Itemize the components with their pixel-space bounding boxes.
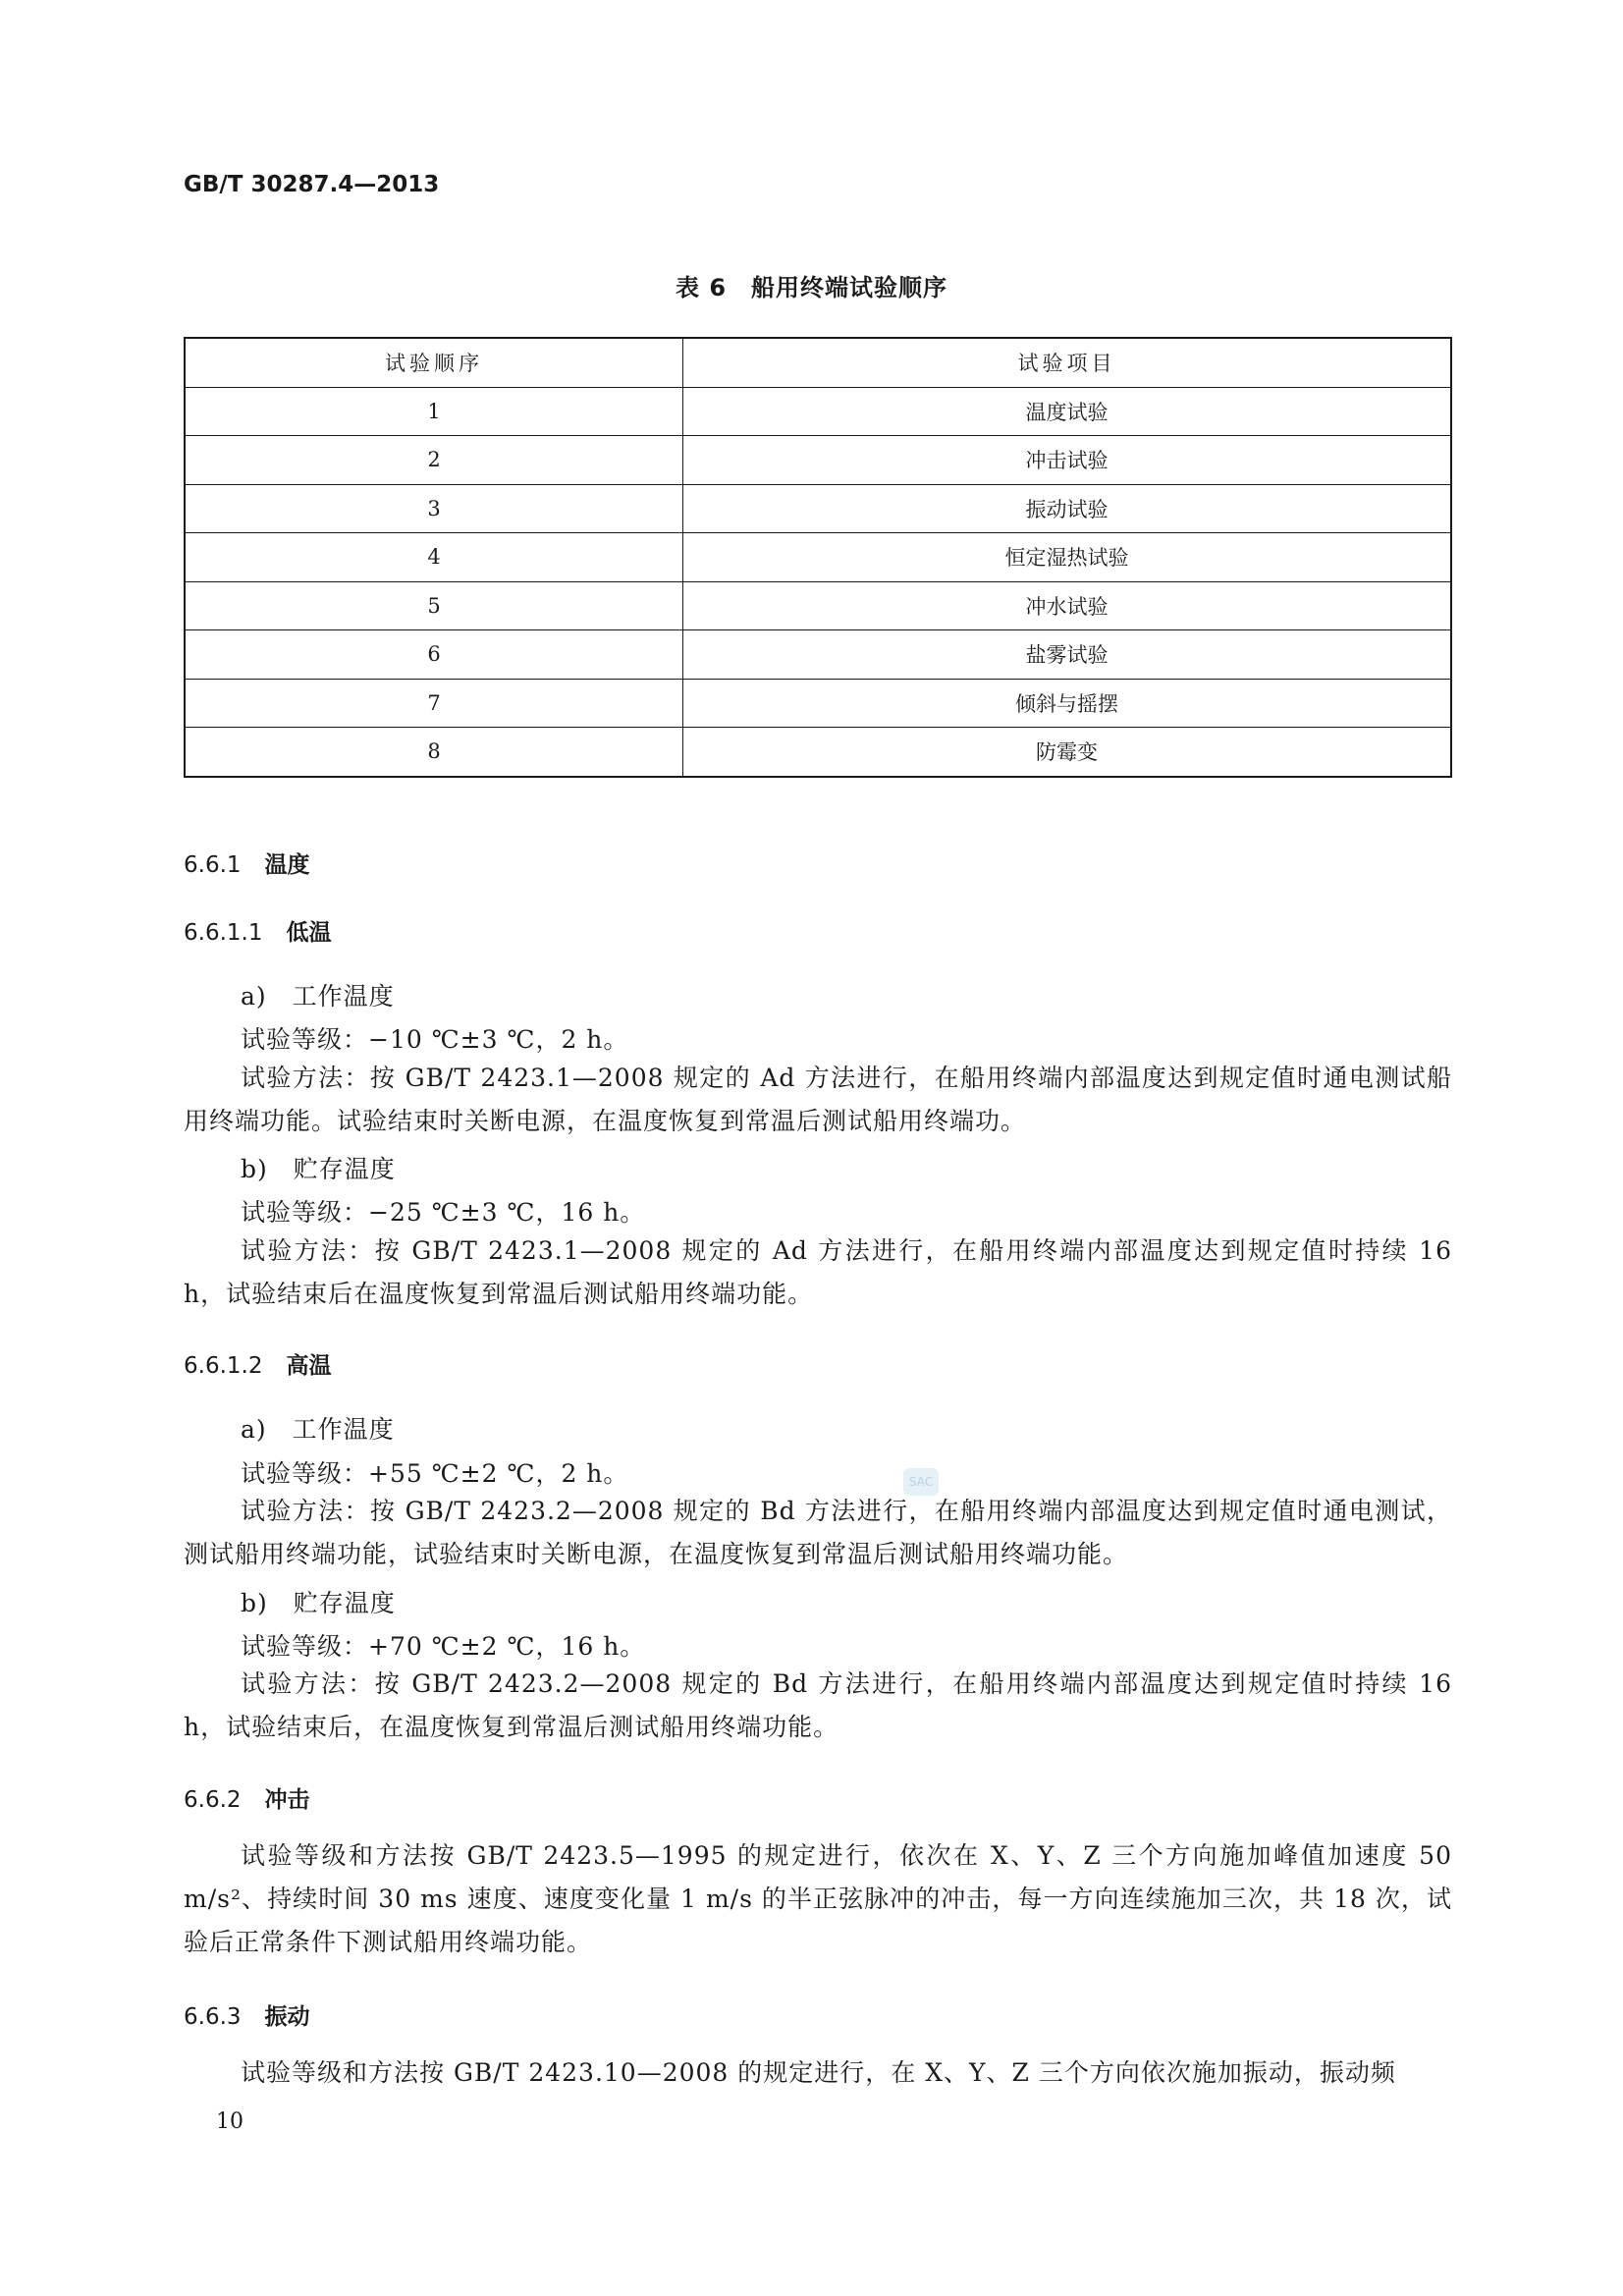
table-row: [185, 679, 1451, 728]
column-header: 试验项目: [683, 338, 1452, 387]
section-heading-6-6-1: [184, 847, 310, 879]
table-header-row: [185, 338, 1451, 387]
table-row: [185, 387, 1451, 436]
section-number: 6.6.1: [184, 852, 242, 878]
table-cell: 倾斜与摇摆: [683, 679, 1452, 728]
test-level: 试验等级：+70 ℃±2 ℃，16 h。: [241, 1632, 646, 1661]
list-item-label: b) 贮存温度: [241, 1589, 396, 1617]
table-cell: 7: [185, 679, 683, 728]
column-header: 试验顺序: [185, 338, 683, 387]
section-heading-6-6-3: [184, 1998, 310, 2031]
table-cell: 冲水试验: [683, 581, 1452, 630]
list-item-label: a) 工作温度: [241, 1415, 395, 1444]
test-level: 试验等级：+55 ℃±2 ℃，2 h。: [241, 1459, 629, 1488]
table-title: 表 6 船用终端试验顺序: [675, 274, 948, 301]
table-cell: 5: [185, 581, 683, 630]
section-number: 6.6.1.1: [184, 920, 263, 946]
table-row: [185, 581, 1451, 630]
table-row: [185, 533, 1451, 582]
section-heading-6-6-1-1: [184, 914, 331, 947]
table-row: [185, 484, 1451, 533]
trial-order-table: [184, 337, 1452, 778]
test-level: 试验等级：−25 ℃±3 ℃，16 h。: [241, 1198, 646, 1227]
table-cell: 2: [185, 436, 683, 485]
table-cell: 1: [185, 387, 683, 436]
section-number: 6.6.2: [184, 1787, 242, 1813]
test-level: 试验等级：−10 ℃±3 ℃，2 h。: [241, 1025, 629, 1054]
section-title: 高温: [286, 1353, 332, 1379]
section-text: 试验等级和方法按 GB/T 2423.10—2008 的规定进行，在 X、Y、Z 三个方向依次施加振动，振动频: [241, 2058, 1396, 2087]
table-cell: 温度试验: [683, 387, 1452, 436]
section-number: 6.6.1.2: [184, 1353, 263, 1379]
page-number: 10: [216, 2109, 243, 2134]
section-text: 试验等级和方法按 GB/T 2423.5—1995 的规定进行，依次在 X、Y、Z 三个方向施加峰值加速度 50 m/s²、持续时间 30 ms 速度、速度变化量 1 m/s 的半正弦脉冲的冲击，每一方向连续施加三次，共 18 次，试验后正常条件下测试船用终端功能。: [184, 1841, 1452, 1956]
list-item-label: a) 工作温度: [241, 982, 395, 1011]
section-number: 6.6.3: [184, 2004, 242, 2030]
section-title: 冲击: [264, 1787, 310, 1813]
table-cell: 6: [185, 630, 683, 680]
table-row: [185, 728, 1451, 777]
section-title: 温度: [264, 852, 310, 878]
section-heading-6-6-2: [184, 1781, 310, 1814]
table-cell: 防霉变: [683, 728, 1452, 777]
table-cell: 振动试验: [683, 484, 1452, 533]
table-cell: 8: [185, 728, 683, 777]
table-row: [185, 630, 1451, 680]
test-method: 试验方法：按 GB/T 2423.1—2008 规定的 Ad 方法进行，在船用终端内部温度达到规定值时持续 16 h，试验结束后在温度恢复到常温后测试船用终端功能。: [184, 1236, 1452, 1308]
section-heading-6-6-1-2: [184, 1347, 331, 1380]
table-row: [185, 436, 1451, 485]
table-cell: 3: [185, 484, 683, 533]
standard-number: GB/T 30287.4—2013: [184, 172, 440, 197]
test-method: 试验方法：按 GB/T 2423.1—2008 规定的 Ad 方法进行，在船用终端内部温度达到规定值时通电测试船用终端功能。试验结束时关断电源，在温度恢复到常温后测试船用终端功。: [184, 1064, 1452, 1135]
table-cell: 4: [185, 533, 683, 582]
list-item-label: b) 贮存温度: [241, 1155, 396, 1183]
test-method: 试验方法：按 GB/T 2423.2—2008 规定的 Bd 方法进行，在船用终端内部温度达到规定值时持续 16 h，试验结束后，在温度恢复到常温后测试船用终端功能。: [184, 1669, 1452, 1741]
table-cell: 恒定湿热试验: [683, 533, 1452, 582]
section-title: 振动: [264, 2004, 310, 2030]
table-cell: 冲击试验: [683, 436, 1452, 485]
section-title: 低温: [286, 920, 332, 946]
watermark-logo: SAC: [903, 1468, 939, 1496]
table-cell: 盐雾试验: [683, 630, 1452, 680]
test-method: 试验方法：按 GB/T 2423.2—2008 规定的 Bd 方法进行，在船用终端内部温度达到规定值时通电测试，测试船用终端功能，试验结束时关断电源，在温度恢复到常温后测试船用终端功能。: [184, 1497, 1452, 1568]
